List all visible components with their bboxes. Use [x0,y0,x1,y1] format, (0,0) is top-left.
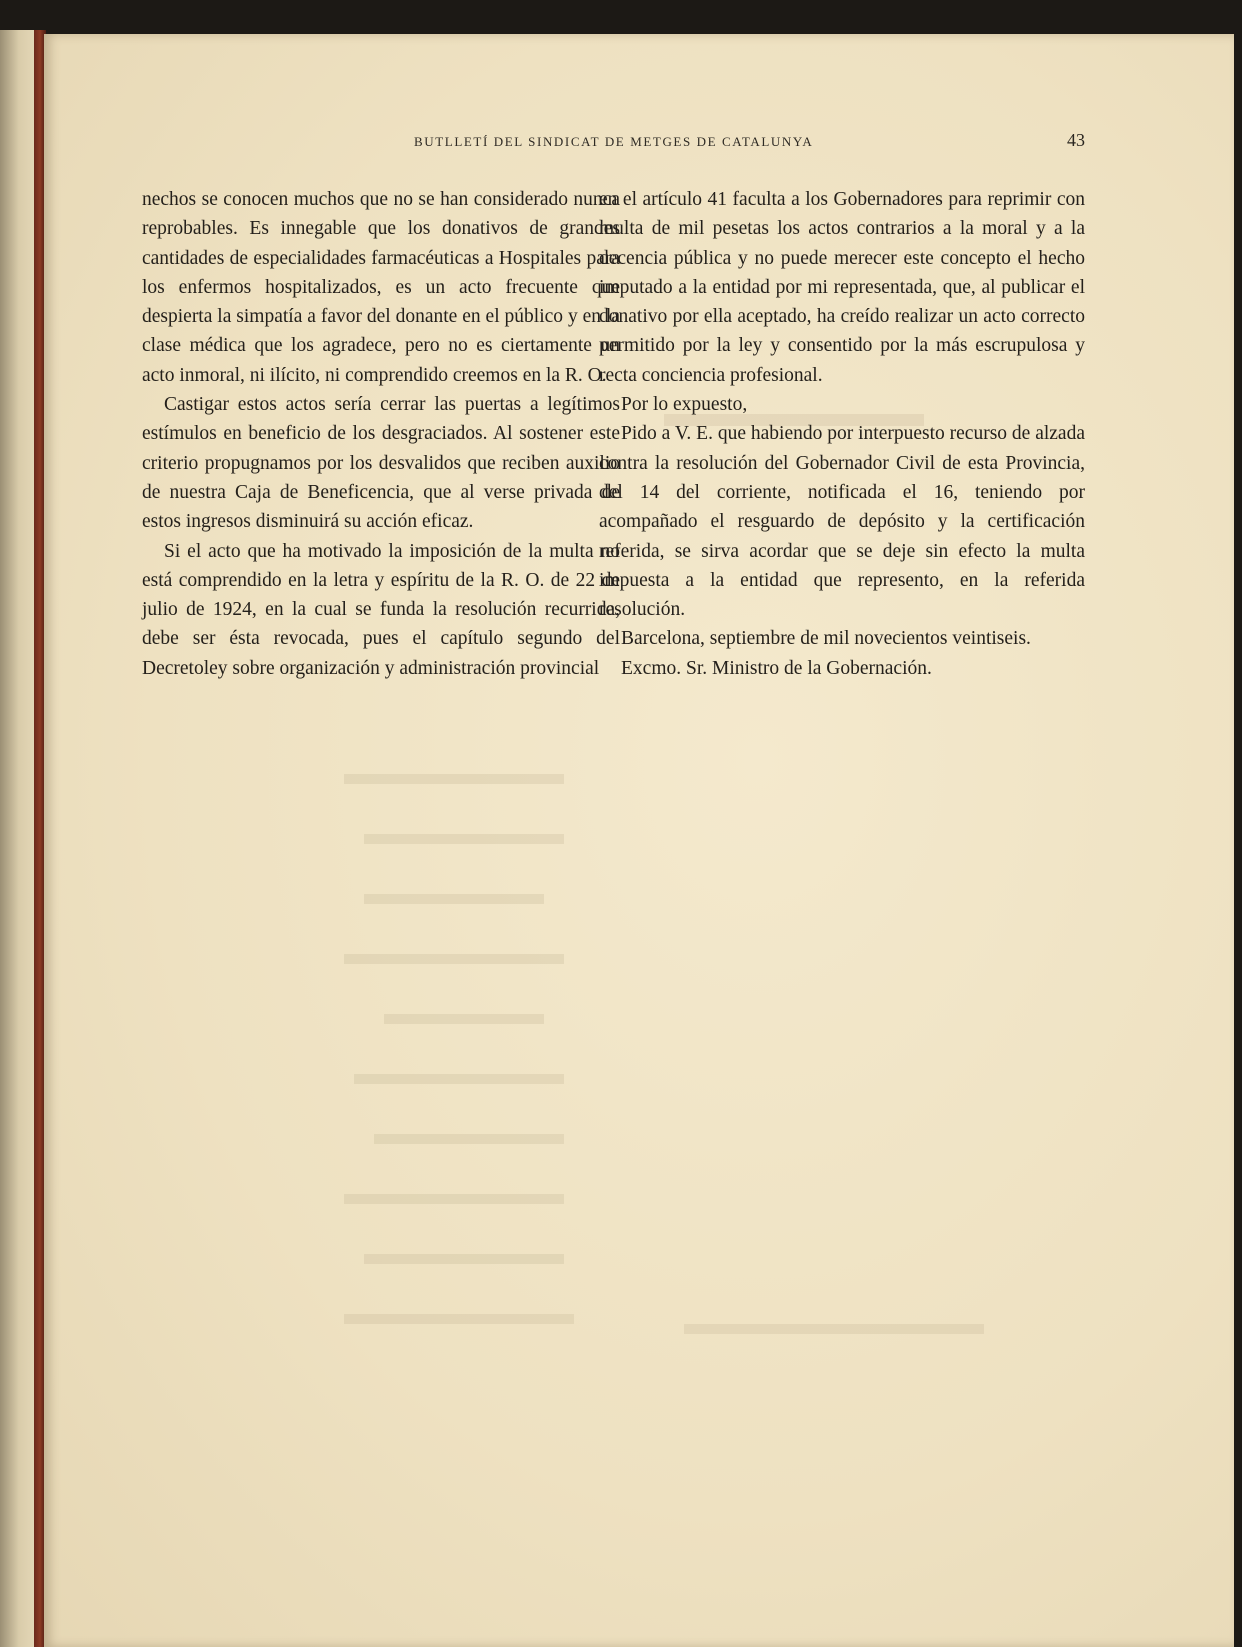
journal-page [44,34,1234,1647]
right-text-column [599,185,1085,683]
paragraph: Pido a V. E. que habiendo por interpuesto recurso de alzada contra la resolución del Gobernador Civil de esta Provincia, del 14 del corriente, notificada el 16, teniendo por acompañado el resguardo de depósito y la certificación referida, se sirva acordar que se deje sin efecto la multa impuesta a la entidad que represento, en la referida resolución. [599,423,1085,621]
paragraph: Si el acto que ha motivado la imposición de la multa no está comprendido en la letra y espíritu de la R. O. de 22 de julio de 1924, en la cual se funda la resolución recurrida, debe ser ésta revocada, pues el capítulo segundo del Decretoley sobre organización y administración provincial [142,540,620,679]
page-number: 43 [1067,130,1085,150]
running-header [44,130,1234,160]
closing-salutation: Excmo. Sr. Ministro de la Gobernación. [621,657,932,679]
left-text-column [142,185,620,683]
paragraph: Castigar estos actos sería cerrar las puertas a legítimos estímulos en beneficio de los desgraciados. Al sostener este criterio propugnamos por los desvalidos que reciben auxilio de nuestra Caja de Beneficencia, que al verse privada de estos ingresos disminuirá su acción eficaz. [142,394,620,533]
paragraph: nechos se conocen muchos que no se han considerado nunca reprobables. Es innegable que los donativos de grandes cantidades de especialidades farmacéuticas a Hospitales para los enfermos hospitalizados, es un acto frecuente que despierta la simpatía a favor del donante en el público y en la clase médica que los agradece, pero no es ciertamente un acto inmoral, ni ilícito, ni comprendido creemos en la R. O. [142,189,620,386]
paragraph: Barcelona, septiembre de mil novecientos veintiseis. [621,628,1031,650]
paragraph: en el artículo 41 faculta a los Gobernadores para reprimir con multa de mil pesetas los actos contrarios a la moral y a la decencia pública y no puede merecer este concepto el hecho imputado a la entidad por mi representada, que, al publicar el donativo por ella aceptado, ha creído realizar un acto correcto permitido por la ley y consentido por la más escrupulosa y recta conciencia profesional. [599,189,1085,386]
running-title: BUTLLETÍ DEL SINDICAT DE METGES DE CATALUNYA [414,134,814,149]
paragraph: Por lo expuesto, [621,394,748,416]
